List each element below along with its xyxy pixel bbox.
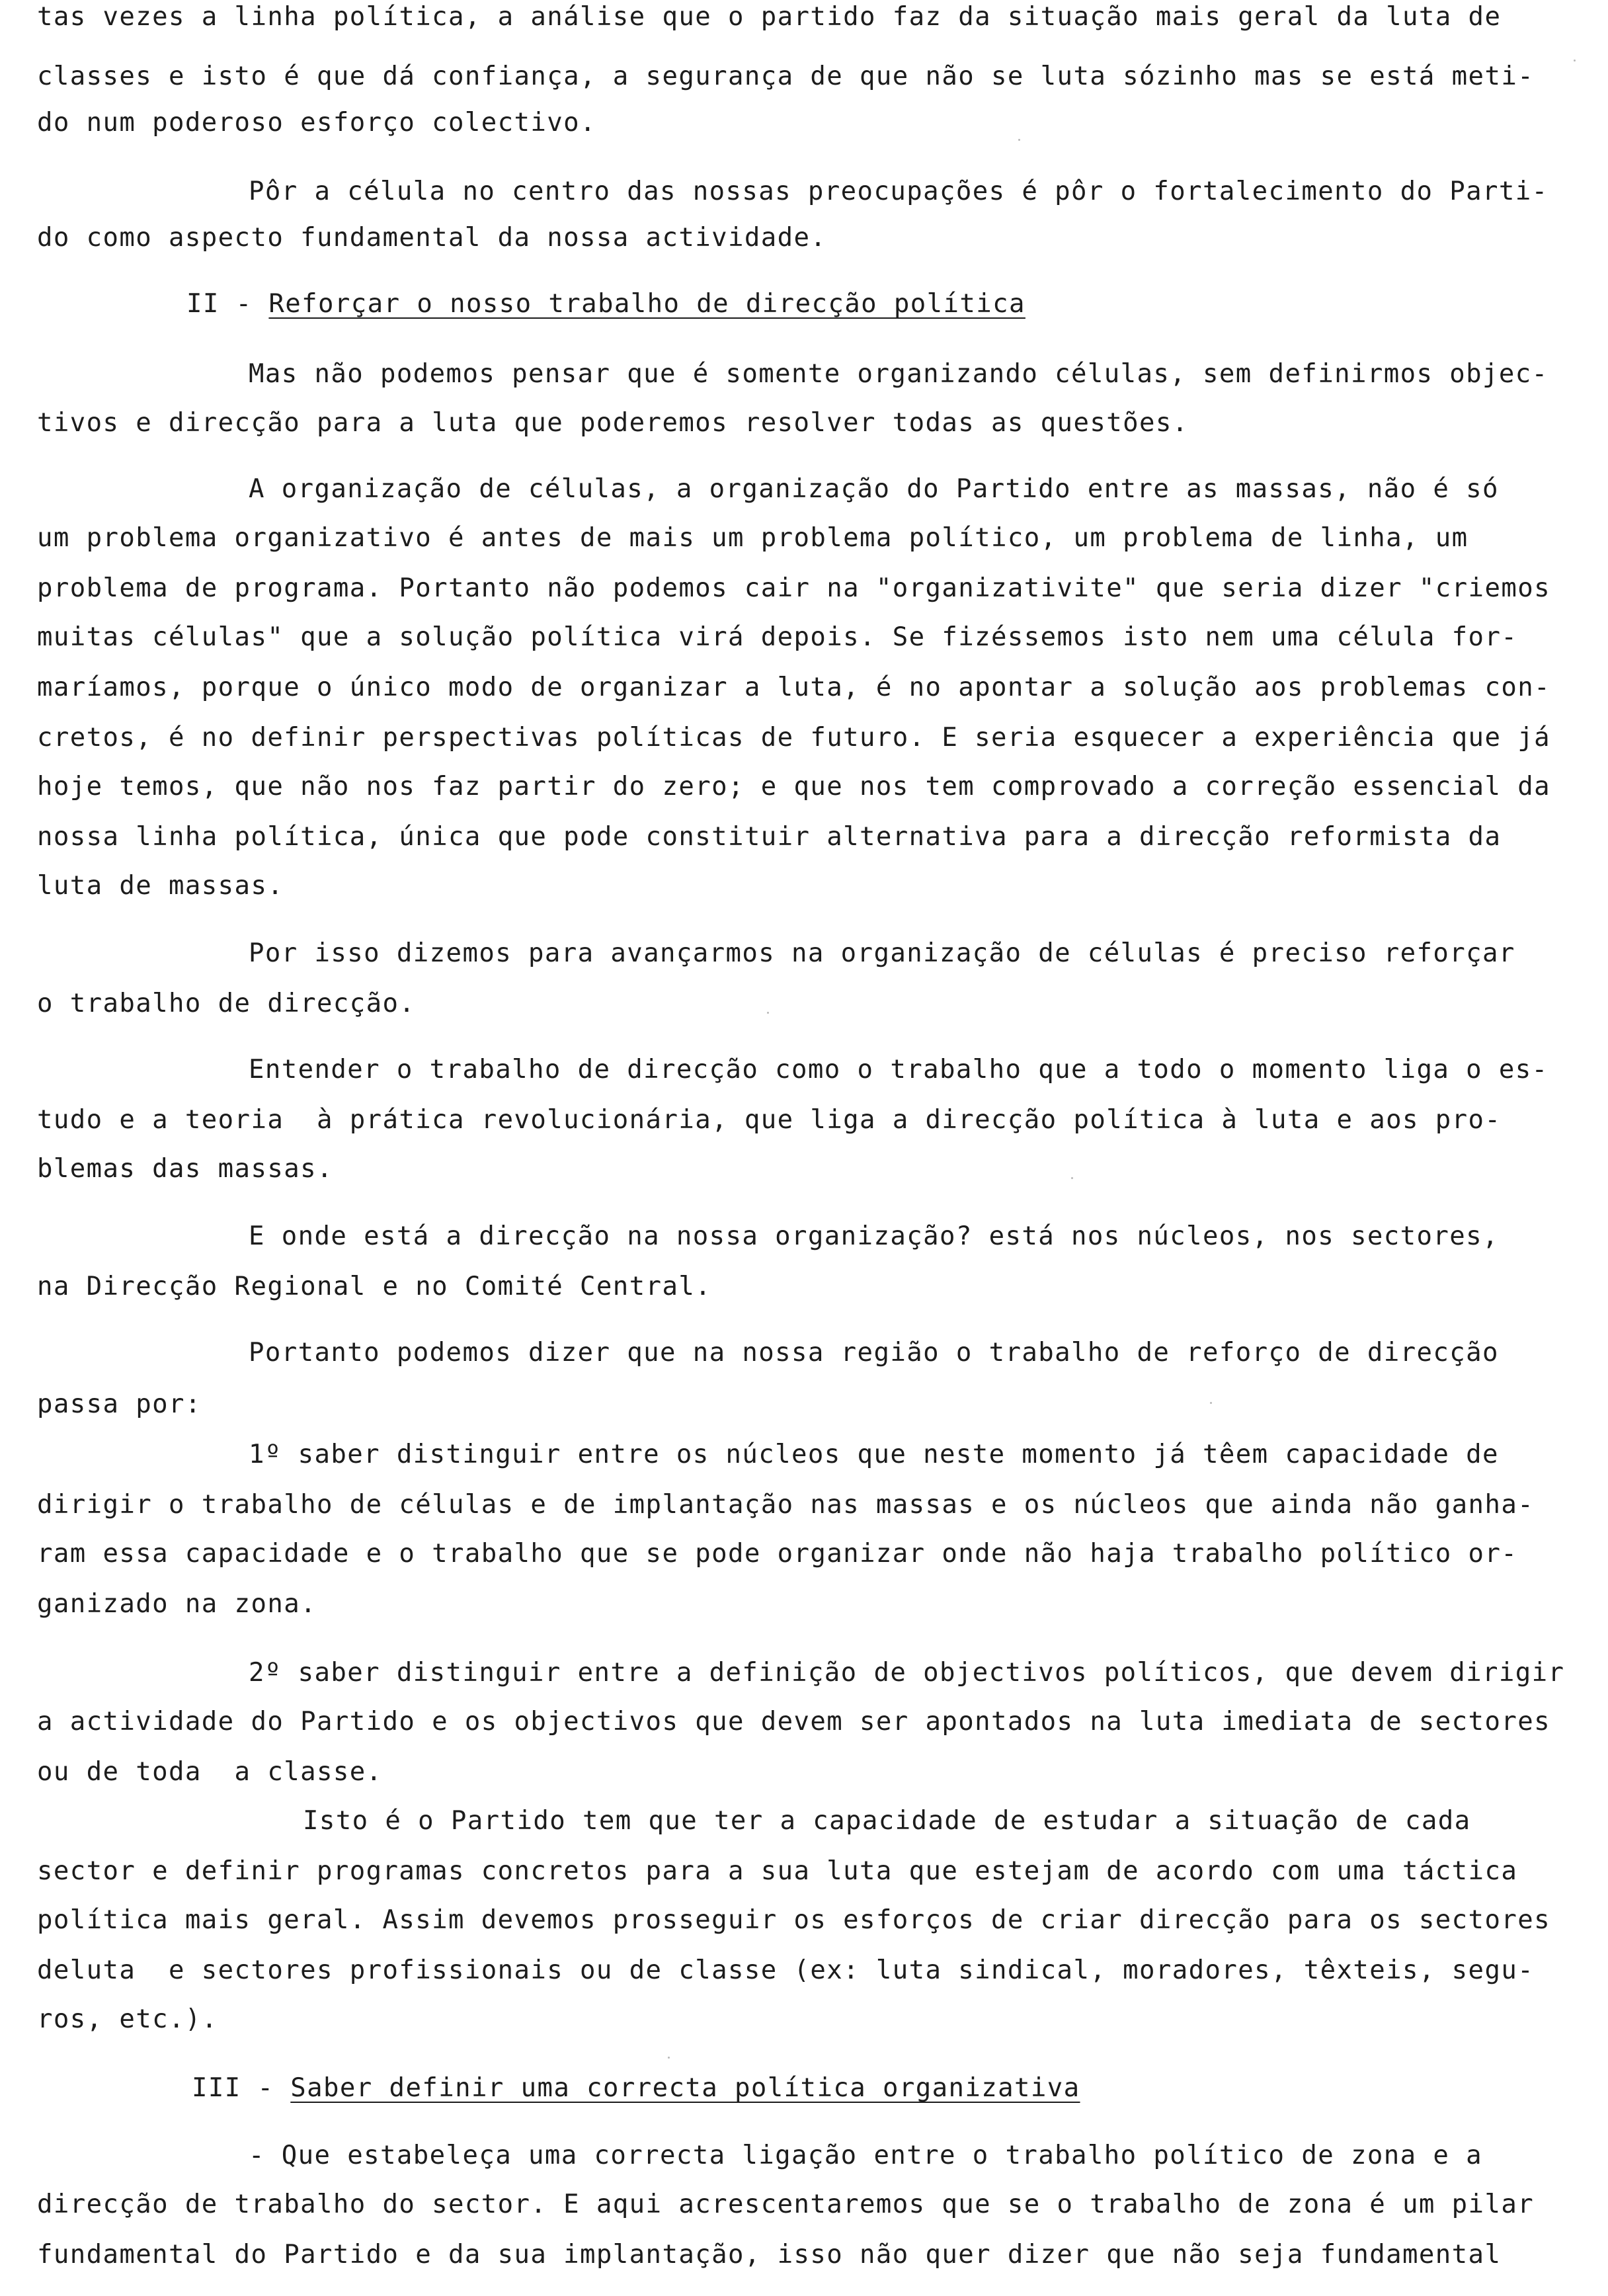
text-line: classes e isto é que dá confiança, a segurança de que não se luta sózinho mas se está meti- <box>37 62 1535 91</box>
scan-speck <box>1071 1177 1073 1179</box>
text-line: deluta e sectores profissionais ou de classe (ex: luta sindical, moradores, têxteis, segu- <box>37 1955 1535 1985</box>
text-line: sector e definir programas concretos para a sua luta que estejam de acordo com uma táctica <box>37 1856 1518 1886</box>
text-line: 2º saber distinguir entre a definição de objectivos políticos, que devem dirigir <box>249 1658 1565 1688</box>
text-line: blemas das massas. <box>37 1154 333 1184</box>
text-line: muitas células" que a solução política virá depois. Se fizéssemos isto nem uma célula for- <box>37 622 1518 652</box>
scan-speck <box>1210 1402 1212 1404</box>
text-line: ou de toda a classe. <box>37 1757 383 1787</box>
text-line: ram essa capacidade e o trabalho que se pode organizar onde não haja trabalho político or- <box>37 1539 1518 1569</box>
text-line: direcção de trabalho do sector. E aqui acrescentaremos que se o trabalho de zona é um pilar <box>37 2190 1535 2219</box>
text-line: do como aspecto fundamental da nossa actividade. <box>37 223 827 253</box>
scan-speck <box>1018 139 1020 141</box>
text-line: tas vezes a linha política, a análise que o partido faz da situação mais geral da luta de <box>37 2 1502 32</box>
text-line: luta de massas. <box>37 871 284 901</box>
text-line: - Que estabeleça uma correcta ligação entre o trabalho político de zona e a <box>249 2141 1482 2170</box>
text-line: um problema organizativo é antes de mais um problema político, um problema de linha, um <box>37 523 1468 553</box>
text-line: ros, etc.). <box>37 2004 218 2034</box>
text-line: Portanto podemos dizer que na nossa região o trabalho de reforço de direcção <box>249 1338 1499 1368</box>
text-line: dirigir o trabalho de células e de implantação nas massas e os núcleos que ainda não ganha- <box>37 1490 1535 1520</box>
text-line: E onde está a direcção na nossa organização? está nos núcleos, nos sectores, <box>249 1221 1499 1251</box>
section-heading-iii <box>192 2072 1080 2104</box>
text-line: Entender o trabalho de direcção como o trabalho que a todo o momento liga o es- <box>249 1055 1548 1085</box>
text-line: cretos, é no definir perspectivas políticas de futuro. E seria esquecer a experiência que já <box>37 723 1550 753</box>
text-line: tudo e a teoria à prática revolucionária, que liga a direcção política à luta e aos pro- <box>37 1105 1502 1135</box>
section-heading-ii <box>186 288 1025 320</box>
text-line: Pôr a célula no centro das nossas preocupações é pôr o fortalecimento do Parti- <box>249 177 1548 206</box>
text-line: A organização de células, a organização do Partido entre as massas, não é só <box>249 474 1499 504</box>
scan-speck <box>1574 60 1576 62</box>
text-line: o trabalho de direcção. <box>37 989 416 1018</box>
text-line: maríamos, porque o único modo de organizar a luta, é no apontar a solução aos problemas con- <box>37 673 1550 702</box>
text-line: política mais geral. Assim devemos prosseguir os esforços de criar direcção para os sectores <box>37 1905 1550 1935</box>
text-line: do num poderoso esforço colectivo. <box>37 108 596 138</box>
text-line: Mas não podemos pensar que é somente organizando células, sem definirmos objec- <box>249 359 1548 389</box>
text-line: Isto é o Partido tem que ter a capacidade de estudar a situação de cada <box>303 1806 1471 1836</box>
text-line: ganizado na zona. <box>37 1589 317 1619</box>
text-line: tivos e direcção para a luta que poderemos resolver todas as questões. <box>37 408 1189 438</box>
section-number: II - <box>186 289 269 319</box>
text-line: nossa linha política, única que pode constituir alternativa para a direcção reformista da <box>37 822 1502 852</box>
text-line: a actividade do Partido e os objectivos que devem ser apontados na luta imediata de sectores <box>37 1707 1550 1737</box>
text-line: Por isso dizemos para avançarmos na organização de células é preciso reforçar <box>249 938 1515 968</box>
scan-speck <box>668 2057 670 2059</box>
section-number: III - <box>192 2073 291 2103</box>
text-line: problema de programa. Portanto não podemos cair na "organizativite" que seria dizer "criemos <box>37 573 1550 603</box>
section-title: Reforçar o nosso trabalho de direcção política <box>268 289 1025 319</box>
section-title: Saber definir uma correcta política organizativa <box>290 2073 1080 2103</box>
scan-speck <box>767 1012 769 1014</box>
text-line: passa por: <box>37 1389 202 1419</box>
text-line: 1º saber distinguir entre os núcleos que neste momento já têem capacidade de <box>249 1440 1499 1469</box>
text-line: hoje temos, que não nos faz partir do zero; e que nos tem comprovado a correção essencial da <box>37 772 1550 801</box>
text-line: fundamental do Partido e da sua implantação, isso não quer dizer que não seja fundamental <box>37 2240 1502 2270</box>
text-line: na Direcção Regional e no Comité Central. <box>37 1272 712 1301</box>
